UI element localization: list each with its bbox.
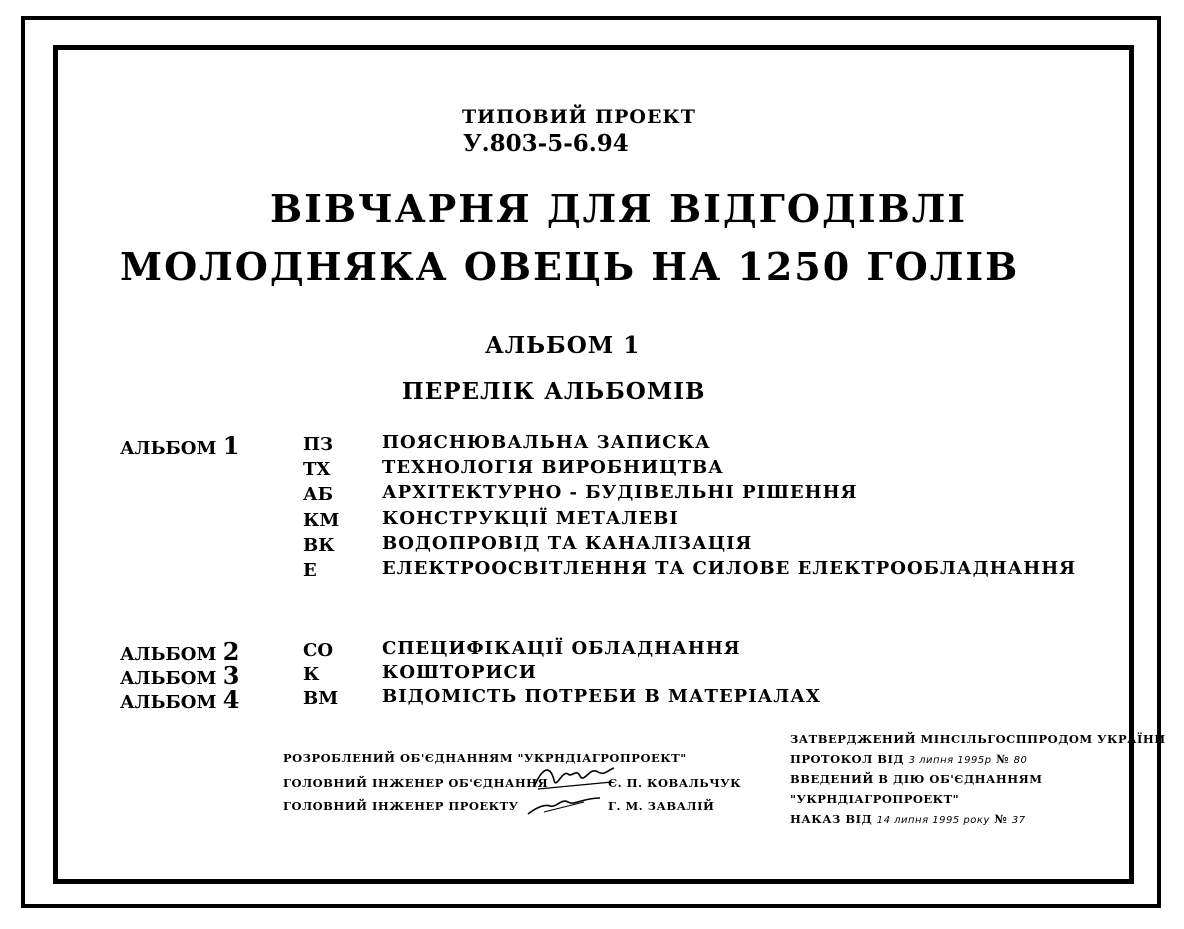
section-code: КМ <box>303 510 340 531</box>
approved-by: ЗАТВЕРДЖЕНИЙ МІНСІЛЬГОСППРОДОМ УКРАЇНИ <box>790 732 1166 746</box>
album-label-text: АЛЬБОМ <box>120 438 217 459</box>
section-code: ПЗ <box>303 434 333 455</box>
section-name: АРХІТЕКТУРНО - БУДІВЕЛЬНІ РІШЕННЯ <box>382 482 858 503</box>
project-type-label: ТИПОВИЙ ПРОЕКТ <box>462 106 696 128</box>
section-code: К <box>303 664 320 685</box>
section-code: АБ <box>303 484 334 505</box>
album-3-label <box>120 661 240 690</box>
title-line-1: ВІВЧАРНЯ ДЛЯ ВІДГОДІВЛІ <box>270 186 968 231</box>
album-4-label <box>120 685 240 714</box>
protocol-no-label: № <box>996 752 1010 766</box>
order-label: НАКАЗ ВІД <box>790 812 873 826</box>
order-no: 37 <box>1011 815 1026 826</box>
chief-engineer-project-name: Г. М. ЗАВАЛІЙ <box>608 799 715 813</box>
section-name: ТЕХНОЛОГІЯ ВИРОБНИЦТВА <box>382 457 724 478</box>
section-name: СПЕЦИФІКАЦІЇ ОБЛАДНАННЯ <box>382 638 741 659</box>
order-line <box>790 814 1026 826</box>
album-1-label <box>120 431 240 460</box>
album-number: 4 <box>222 685 240 714</box>
section-code: СО <box>303 640 334 661</box>
album-label-text: АЛЬБОМ <box>120 692 217 713</box>
chief-engineer-union-label: ГОЛОВНИЙ ІНЖЕНЕР ОБ'ЄДНАННЯ <box>283 776 549 790</box>
section-code: Е <box>303 560 317 581</box>
album-number: 1 <box>222 431 240 460</box>
album-number: 2 <box>222 637 240 666</box>
album-heading: АЛЬБОМ 1 <box>485 332 641 359</box>
section-code: ВК <box>303 535 335 556</box>
section-code: ТХ <box>303 459 331 480</box>
section-name: ЕЛЕКТРООСВІТЛЕННЯ ТА СИЛОВЕ ЕЛЕКТРООБЛАДНАННЯ <box>382 558 1077 579</box>
album-number: 3 <box>222 661 240 690</box>
album-label-text: АЛЬБОМ <box>120 644 217 665</box>
list-heading: ПЕРЕЛІК АЛЬБОМІВ <box>402 378 706 405</box>
section-name: КОШТОРИСИ <box>382 662 537 683</box>
section-name: ВОДОПРОВІД ТА КАНАЛІЗАЦІЯ <box>382 533 753 554</box>
introduced-by: ВВЕДЕНИЙ В ДІЮ ОБ'ЄДНАННЯМ <box>790 772 1043 786</box>
signature-project <box>524 792 604 818</box>
signature-union <box>528 760 618 795</box>
order-no-label: № <box>994 812 1008 826</box>
section-code: ВМ <box>303 688 339 709</box>
section-name: КОНСТРУКЦІЇ МЕТАЛЕВІ <box>382 508 679 529</box>
section-name: ВІДОМІСТЬ ПОТРЕБИ В МАТЕРІАЛАХ <box>382 686 821 707</box>
chief-engineer-project-label: ГОЛОВНИЙ ІНЖЕНЕР ПРОЕКТУ <box>283 799 519 813</box>
protocol-label: ПРОТОКОЛ ВІД <box>790 752 905 766</box>
chief-engineer-union-name: Є. П. КОВАЛЬЧУК <box>608 776 742 790</box>
title-line-2: МОЛОДНЯКА ОВЕЦЬ НА 1250 ГОЛІВ <box>120 244 1020 289</box>
album-2-label <box>120 637 240 666</box>
protocol-no: 80 <box>1013 755 1028 766</box>
project-code: У.803-5-6.94 <box>463 130 629 157</box>
order-date: 14 липня 1995 року <box>876 815 990 826</box>
introduced-org: "УКРНДІАГРОПРОЕКТ" <box>790 792 960 806</box>
developed-by: РОЗРОБЛЕНИЙ ОБ'ЄДНАННЯМ "УКРНДІАГРОПРОЕКТ" <box>283 751 687 765</box>
protocol-line <box>790 754 1027 766</box>
album-label-text: АЛЬБОМ <box>120 668 217 689</box>
section-name: ПОЯСНЮВАЛЬНА ЗАПИСКА <box>382 432 711 453</box>
protocol-date: 3 липня 1995р <box>908 755 992 766</box>
